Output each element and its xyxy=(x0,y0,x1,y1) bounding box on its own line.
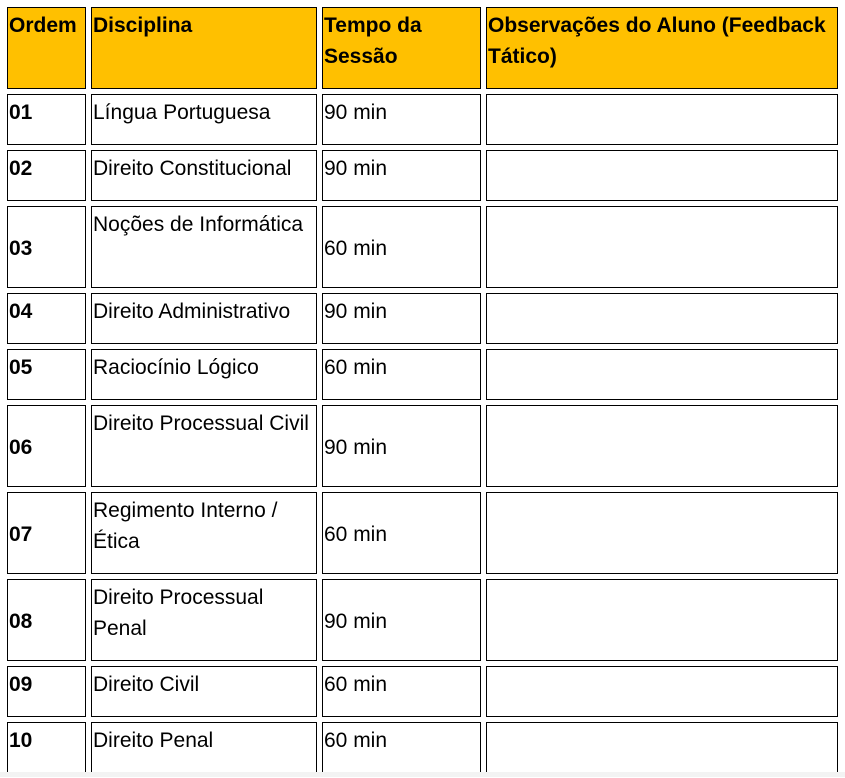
cell-disciplina: Língua Portuguesa xyxy=(91,94,317,145)
table-row xyxy=(7,349,838,400)
cell-ordem: 07 xyxy=(7,492,86,574)
cell-observacoes[interactable] xyxy=(486,722,838,773)
cell-observacoes[interactable] xyxy=(486,293,838,344)
cell-tempo: 60 min xyxy=(322,722,481,773)
cell-tempo: 90 min xyxy=(322,150,481,201)
table-row xyxy=(7,293,838,344)
cell-ordem: 08 xyxy=(7,579,86,661)
cell-disciplina: Direito Civil xyxy=(91,666,317,717)
cell-ordem: 09 xyxy=(7,666,86,717)
cell-ordem: 06 xyxy=(7,405,86,487)
cell-disciplina: Direito Constitucional xyxy=(91,150,317,201)
cell-observacoes[interactable] xyxy=(486,349,838,400)
cell-ordem: 04 xyxy=(7,293,86,344)
study-schedule-table xyxy=(2,2,843,778)
table-row xyxy=(7,666,838,717)
cell-observacoes[interactable] xyxy=(486,492,838,574)
cell-ordem: 03 xyxy=(7,206,86,288)
cell-disciplina: Direito Administrativo xyxy=(91,293,317,344)
table-row xyxy=(7,94,838,145)
table-header-row xyxy=(7,7,838,89)
cell-observacoes[interactable] xyxy=(486,405,838,487)
cell-observacoes[interactable] xyxy=(486,150,838,201)
page-bottom-strip xyxy=(0,772,845,777)
table-row xyxy=(7,579,838,661)
table-row xyxy=(7,405,838,487)
cell-disciplina: Direito Penal xyxy=(91,722,317,773)
header-tempo: Tempo da Sessão xyxy=(322,7,481,89)
cell-tempo: 90 min xyxy=(322,405,481,487)
cell-tempo: 90 min xyxy=(322,579,481,661)
cell-ordem: 01 xyxy=(7,94,86,145)
header-ordem: Ordem xyxy=(7,7,86,89)
table-row xyxy=(7,150,838,201)
cell-disciplina: Noções de Informática xyxy=(91,206,317,288)
header-disciplina: Disciplina xyxy=(91,7,317,89)
header-observacoes: Observações do Aluno (Feedback Tático) xyxy=(486,7,838,89)
cell-disciplina: Regimento Interno / Ética xyxy=(91,492,317,574)
cell-ordem: 05 xyxy=(7,349,86,400)
cell-observacoes[interactable] xyxy=(486,94,838,145)
cell-tempo: 60 min xyxy=(322,666,481,717)
cell-tempo: 60 min xyxy=(322,492,481,574)
cell-tempo: 90 min xyxy=(322,293,481,344)
cell-tempo: 60 min xyxy=(322,349,481,400)
cell-ordem: 10 xyxy=(7,722,86,773)
cell-observacoes[interactable] xyxy=(486,206,838,288)
cell-observacoes[interactable] xyxy=(486,666,838,717)
cell-disciplina: Raciocínio Lógico xyxy=(91,349,317,400)
cell-ordem: 02 xyxy=(7,150,86,201)
table-row xyxy=(7,206,838,288)
cell-tempo: 60 min xyxy=(322,206,481,288)
table-row xyxy=(7,492,838,574)
cell-observacoes[interactable] xyxy=(486,579,838,661)
cell-disciplina: Direito Processual Civil xyxy=(91,405,317,487)
cell-tempo: 90 min xyxy=(322,94,481,145)
table-row xyxy=(7,722,838,773)
cell-disciplina: Direito Processual Penal xyxy=(91,579,317,661)
